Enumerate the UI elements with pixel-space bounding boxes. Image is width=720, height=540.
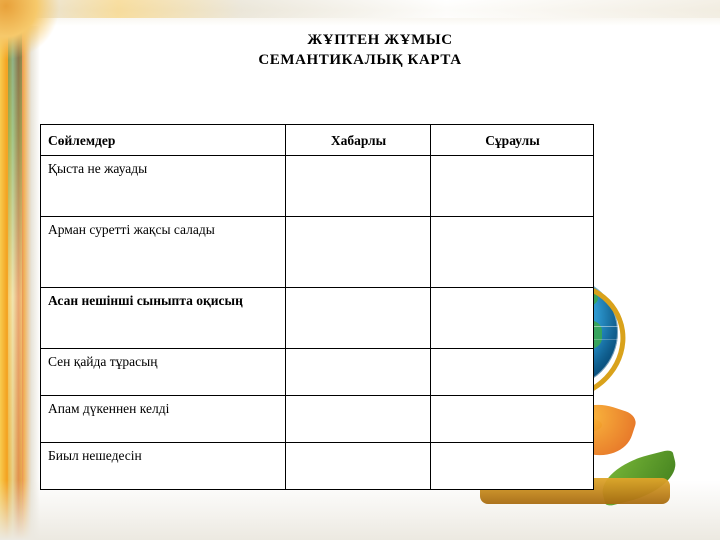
cell-interrogative[interactable] [431, 443, 594, 490]
cell-sentence: Биыл нешедесін [41, 443, 286, 490]
cell-interrogative[interactable] [431, 349, 594, 396]
cell-interrogative[interactable] [431, 288, 594, 349]
cell-sentence: Сен қайда тұрасың [41, 349, 286, 396]
table-row [41, 443, 594, 490]
cell-declarative[interactable] [286, 349, 431, 396]
title-line-1: ЖҰПТЕН ЖҰМЫС [307, 32, 453, 48]
table-row [41, 217, 594, 288]
cell-interrogative[interactable] [431, 396, 594, 443]
cell-declarative[interactable] [286, 288, 431, 349]
cell-declarative[interactable] [286, 396, 431, 443]
cell-interrogative[interactable] [431, 217, 594, 288]
cell-sentence: Апам дүкеннен келді [41, 396, 286, 443]
semantic-map-table [40, 124, 553, 490]
table-row [41, 396, 594, 443]
table-header-row [41, 125, 594, 156]
cell-sentence: Арман суретті жақсы салады [41, 217, 286, 288]
decor-left-accent [8, 0, 22, 540]
column-header-declarative: Хабарлы [286, 125, 431, 156]
column-header-sentences: Сөйлемдер [41, 125, 286, 156]
title-line-2: СЕМАНТИКАЛЫҚ КАРТА [258, 52, 462, 68]
cell-declarative[interactable] [286, 217, 431, 288]
table-row [41, 156, 594, 217]
cell-interrogative[interactable] [431, 156, 594, 217]
cell-sentence: Қыста не жауады [41, 156, 286, 217]
decor-corner-leaf [0, 0, 60, 60]
cell-declarative[interactable] [286, 443, 431, 490]
table-row [41, 288, 594, 349]
table-row [41, 349, 594, 396]
page-title [60, 30, 660, 70]
cell-declarative[interactable] [286, 156, 431, 217]
cell-sentence: Асан нешінші сыныпта оқисың [41, 288, 286, 349]
column-header-interrogative: Сұраулы [431, 125, 594, 156]
decor-top-ribbon [36, 0, 720, 18]
